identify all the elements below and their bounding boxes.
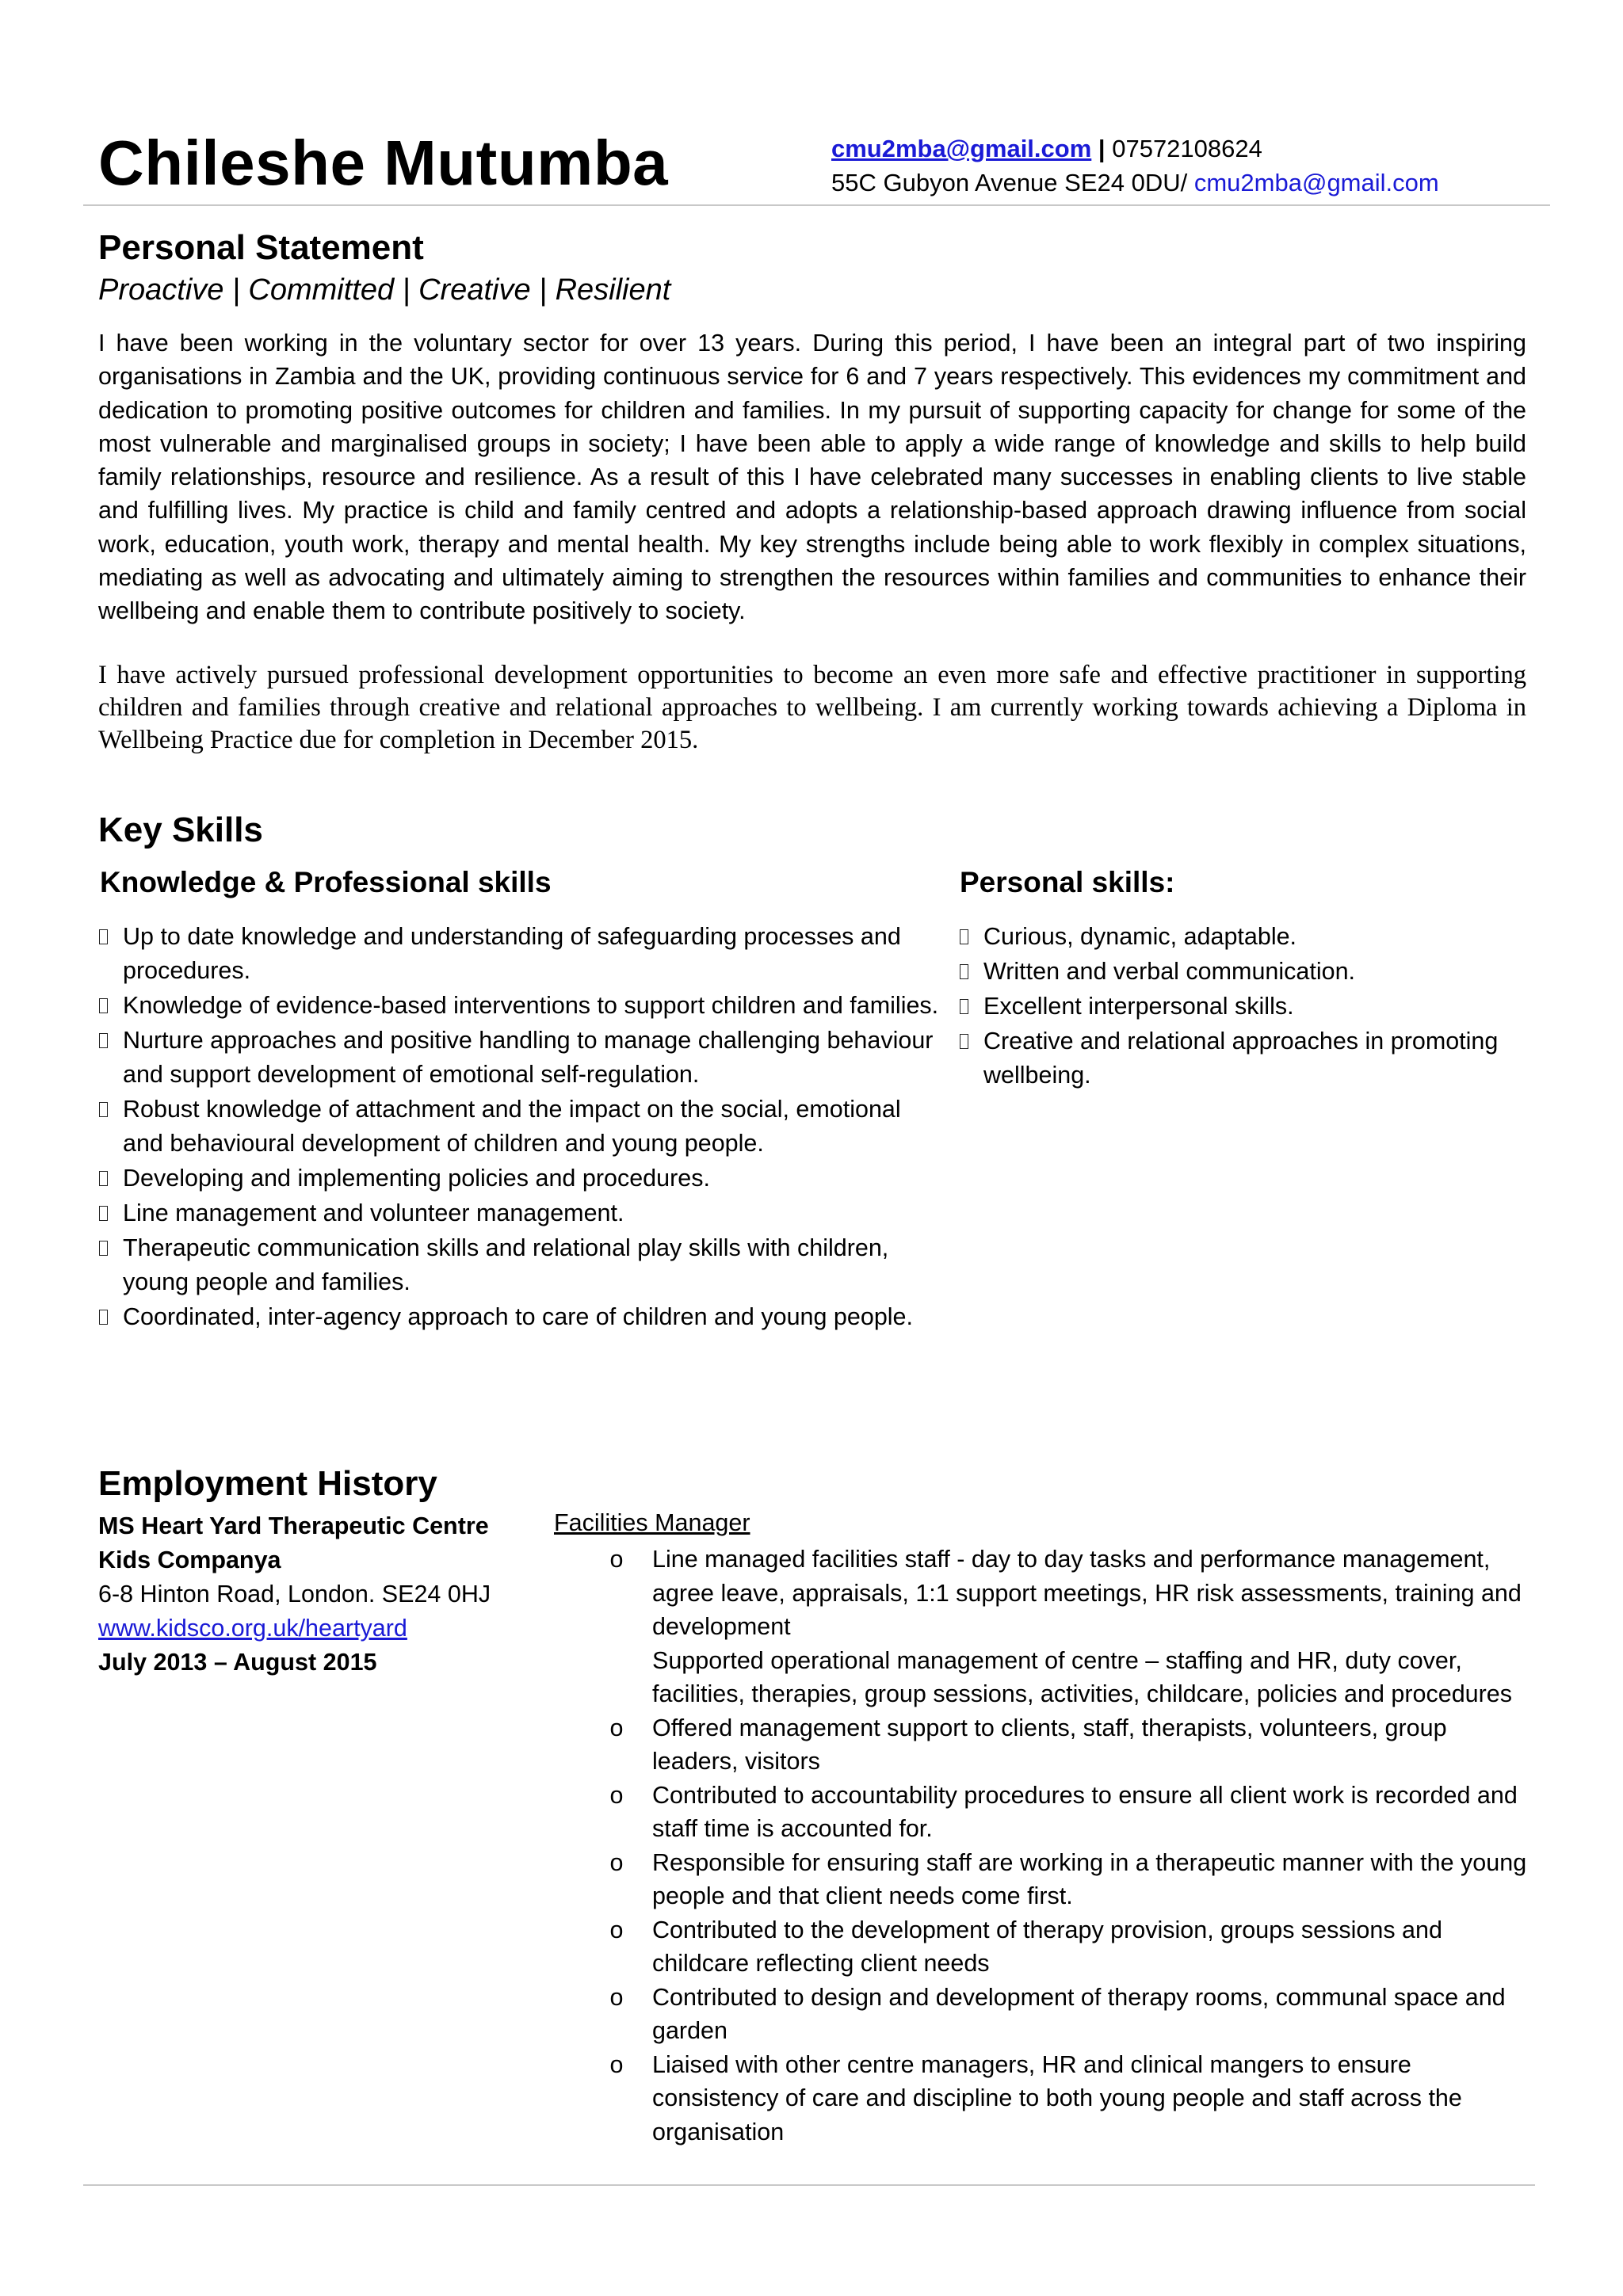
phone-number: 07572108624 <box>1112 135 1262 162</box>
duty-item-continued: Supported operational management of centre – staffing and HR, duty cover, facilities, therapies, group sessions, activities, childcare, policies and procedures <box>652 1646 1512 1707</box>
duty-item: o Offered management support to clients, staff, therapists, volunteers, group leaders, visitors <box>652 1711 1532 1779</box>
bullet-icon <box>99 1102 108 1117</box>
list-item: Excellent interpersonal skills. <box>959 990 1537 1024</box>
bullet-icon <box>99 1171 108 1186</box>
bullet-icon <box>960 929 968 944</box>
list-item: Curious, dynamic, adaptable. <box>959 920 1537 954</box>
duty-item: o Contributed to accountability procedures to ensure all client work is recorded and staff time is accounted for. <box>652 1779 1532 1846</box>
statement-paragraph-1: I have been working in the voluntary sector for over 13 years. During this period, I have been an integral part of two inspiring organisations in Zambia and the UK, providing continuous service for 6 and 7 years respectively. This evidences my commitment and dedication to promoting positive outcomes for children and families. In my pursuit of supporting capacity for change for some of the most vulnerable and marginalised groups in society; I have been able to apply a wide range of knowledge and skills to help build family relationships, resource and resilience. As a result of this I have celebrated many successes in enabling clients to live stable and fulfilling lives. My practice is child and family centred and adopts a relationship-based approach drawing influence from social work, education, youth work, therapy and mental health. My key strengths include being able to work flexibly in complex situations, mediating as well as advocating and ultimately aiming to strengthen the resources within families and communities to enhance their wellbeing and enable them to contribute positively to society. <box>98 330 1526 625</box>
professional-skills-heading: Knowledge & Professional skills <box>100 866 552 898</box>
bullet-icon <box>99 998 108 1013</box>
contact-block <box>831 132 1439 200</box>
bullet-icon <box>99 1241 108 1256</box>
key-skills-heading: Key Skills <box>98 810 263 849</box>
statement-paragraph-2: I have actively pursued professional development opportunities to become an even more safe and effective practitioner in supporting children and families through creative and relational approaches to wellbeing. I am currently working towards achieving a Diploma in Wellbeing Practice due for completion in December 2015. <box>98 661 1526 754</box>
bullet-icon: o <box>609 1848 624 1876</box>
employment-dates: July 2013 – August 2015 <box>98 1649 377 1676</box>
bullet-icon <box>960 964 968 979</box>
professional-skills-list <box>98 920 946 1335</box>
candidate-name: Chileshe Mutumba <box>98 128 669 198</box>
list-item: Knowledge of evidence-based interventions to support children and families. <box>98 989 946 1023</box>
tagline: Proactive | Committed | Creative | Resilient <box>98 273 671 307</box>
job-title: Facilities Manager <box>554 1509 750 1536</box>
list-item: Nurture approaches and positive handling to manage challenging behaviour and support development of emotional self-regulation. <box>98 1024 946 1092</box>
personal-skills-heading: Personal skills: <box>960 866 1175 898</box>
bullet-icon <box>960 999 968 1014</box>
employer-name: MS Heart Yard Therapeutic Centre <box>98 1512 489 1539</box>
list-item: Robust knowledge of attachment and the impact on the social, emotional and behavioural development of children and young people. <box>98 1093 946 1161</box>
bullet-icon <box>960 1034 968 1049</box>
personal-statement-heading: Personal Statement <box>98 228 424 267</box>
employer-parent: Kids Companya <box>98 1547 281 1573</box>
list-item: Coordinated, inter-agency approach to care of children and young people. <box>98 1300 946 1334</box>
duties-list <box>609 1543 1532 2149</box>
bullet-icon: o <box>609 2050 624 2078</box>
employer-website-link[interactable]: www.kidsco.org.uk/heartyard <box>98 1615 407 1642</box>
email-link[interactable]: cmu2mba@gmail.com <box>831 135 1092 162</box>
duty-item: o Liaised with other centre managers, HR and clinical mangers to ensure consistency of care and discipline to both young people and staff across the organisation <box>652 2048 1532 2149</box>
list-item: Creative and relational approaches in promoting wellbeing. <box>959 1024 1537 1093</box>
bullet-icon: o <box>609 1916 624 1943</box>
duty-item: o Contributed to design and development of therapy rooms, communal space and garden <box>652 1981 1532 2048</box>
duty-item: o Responsible for ensuring staff are working in a therapeutic manner with the young people and that client needs come first. <box>652 1846 1532 1913</box>
list-item: Therapeutic communication skills and relational play skills with children, young people and families. <box>98 1231 946 1299</box>
list-item: Written and verbal communication. <box>959 955 1537 989</box>
bullet-icon: o <box>609 1983 624 2011</box>
list-item: Line management and volunteer management. <box>98 1196 946 1230</box>
bullet-icon <box>99 1206 108 1221</box>
duty-item: o Contributed to the development of therapy provision, groups sessions and childcare reflecting client needs <box>652 1913 1532 1981</box>
separator: | <box>1098 135 1106 162</box>
footer-divider <box>83 2184 1535 2186</box>
bullet-icon: o <box>609 1781 624 1809</box>
employer-details <box>98 1509 542 1680</box>
personal-skills-list <box>959 920 1537 1093</box>
duty-item: o Line managed facilities staff - day to day tasks and performance management, agree leave, appraisals, 1:1 support meetings, HR risk assessments, training and development <box>652 1543 1532 1644</box>
bullet-icon: o <box>609 1714 624 1741</box>
employer-address: 6-8 Hinton Road, London. SE24 0HJ <box>98 1581 491 1608</box>
employment-history-heading: Employment History <box>98 1464 437 1503</box>
header-divider <box>83 204 1550 206</box>
bullet-icon: o <box>609 1546 624 1573</box>
email-secondary-link[interactable]: cmu2mba@gmail.com <box>1193 169 1439 196</box>
bullet-icon <box>99 1033 108 1048</box>
list-item: Up to date knowledge and understanding of safeguarding processes and procedures. <box>98 920 946 988</box>
address: 55C Gubyon Avenue SE24 0DU/ <box>831 169 1188 196</box>
list-item: Developing and implementing policies and procedures. <box>98 1161 946 1196</box>
bullet-icon <box>99 1310 108 1325</box>
bullet-icon <box>99 929 108 944</box>
